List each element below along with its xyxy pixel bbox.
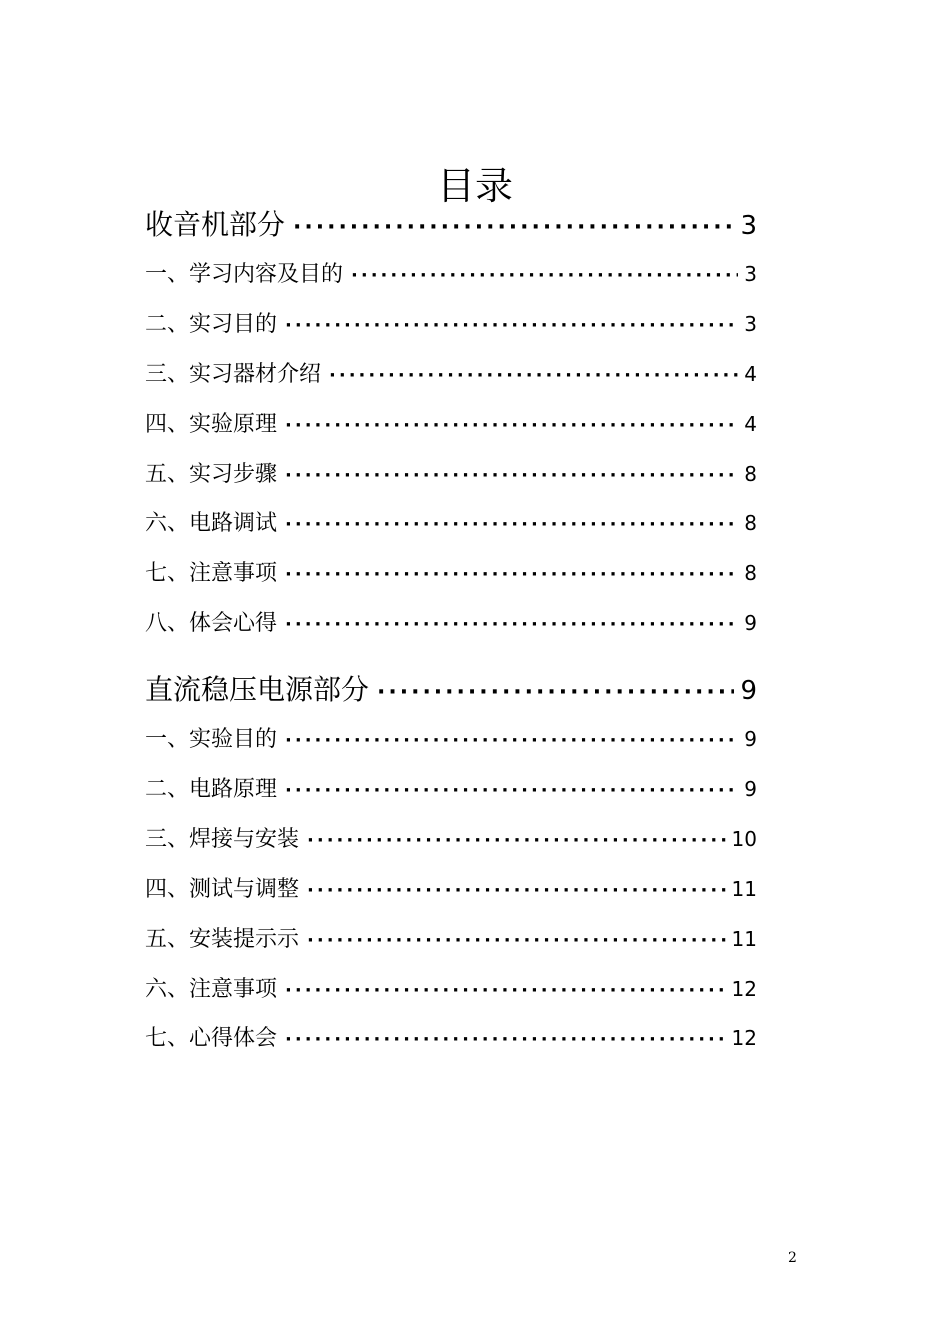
toc-entry-page: 8 (744, 461, 757, 486)
toc-entry[interactable] (145, 965, 757, 1015)
dot-leader (285, 550, 738, 600)
toc-entry-label: 二、实习目的 (145, 311, 278, 337)
dot-leader (293, 203, 734, 253)
toc-entry[interactable] (145, 765, 757, 815)
toc-entry-label: 一、学习内容及目的 (145, 262, 344, 287)
page-title: 目录 (436, 164, 513, 208)
toc-entry-label: 四、测试与调整 (145, 876, 300, 902)
toc-entry-page: 10 (731, 826, 757, 851)
dot-leader (307, 816, 726, 866)
toc-entry-label: 五、实习步骤 (145, 461, 278, 487)
toc-entry[interactable] (145, 400, 757, 450)
toc-entry-label: 二、电路原理 (145, 777, 278, 803)
toc-entry-page: 11 (731, 876, 757, 901)
toc-entry-label: 四、实验原理 (145, 411, 278, 437)
toc-entry-page: 9 (744, 777, 757, 802)
toc-entry[interactable] (145, 715, 757, 765)
dot-leader (285, 500, 738, 550)
dot-leader (351, 251, 738, 301)
toc-entry-label: 六、注意事项 (145, 976, 278, 1002)
toc-section[interactable] (145, 200, 757, 250)
dot-leader (377, 668, 734, 718)
dot-leader (285, 766, 738, 816)
toc-entry-page: 12 (731, 976, 757, 1001)
dot-leader (285, 451, 738, 501)
toc-entry-page: 9 (744, 611, 757, 636)
dot-leader (307, 866, 726, 916)
toc-section[interactable] (145, 665, 757, 715)
toc-entry-label: 三、实习器材介绍 (145, 361, 322, 387)
toc-entry[interactable] (145, 549, 757, 599)
toc-entry[interactable] (145, 865, 757, 915)
dot-leader (285, 966, 726, 1016)
toc-entry-page: 3 (744, 311, 757, 336)
toc-entry-label: 一、实验目的 (145, 727, 278, 753)
toc-entry[interactable] (145, 300, 757, 350)
toc-entry-page: 4 (744, 361, 757, 386)
toc-entry-page: 8 (744, 511, 757, 536)
toc-entry[interactable] (145, 250, 757, 300)
toc-entry-label: 七、注意事项 (145, 561, 278, 587)
table-of-contents (145, 200, 757, 1064)
toc-entry[interactable] (145, 1014, 757, 1064)
toc-entry[interactable] (145, 499, 757, 549)
toc-entry-label: 三、焊接与安装 (145, 826, 300, 852)
toc-entry[interactable] (145, 599, 757, 649)
toc-entry-page: 3 (744, 262, 757, 286)
toc-entry[interactable] (145, 915, 757, 965)
dot-leader (285, 716, 738, 766)
toc-section-page: 3 (740, 211, 757, 241)
dot-leader (285, 301, 738, 351)
toc-entry-label: 八、体会心得 (145, 611, 278, 637)
toc-section-page: 9 (740, 676, 757, 707)
toc-entry[interactable] (145, 815, 757, 865)
section-gap (145, 649, 757, 665)
toc-entry-page: 12 (731, 1026, 757, 1051)
toc-entry-page: 9 (744, 727, 757, 752)
toc-entry[interactable] (145, 350, 757, 400)
dot-leader (285, 1015, 726, 1065)
dot-leader (329, 351, 738, 401)
toc-entry-label: 六、电路调试 (145, 511, 278, 537)
toc-entry[interactable] (145, 450, 757, 500)
dot-leader (285, 401, 738, 451)
toc-section-label: 直流稳压电源部分 (145, 673, 370, 707)
dot-leader (285, 600, 738, 650)
toc-entry-label: 五、安装提示示 (145, 926, 300, 952)
toc-entry-page: 4 (744, 411, 757, 436)
toc-entry-page: 8 (744, 561, 757, 586)
toc-section-label: 收音机部分 (145, 208, 286, 241)
dot-leader (307, 916, 726, 966)
page-number: 2 (788, 1250, 797, 1266)
toc-entry-page: 11 (731, 926, 757, 951)
toc-entry-label: 七、心得体会 (145, 1026, 278, 1052)
